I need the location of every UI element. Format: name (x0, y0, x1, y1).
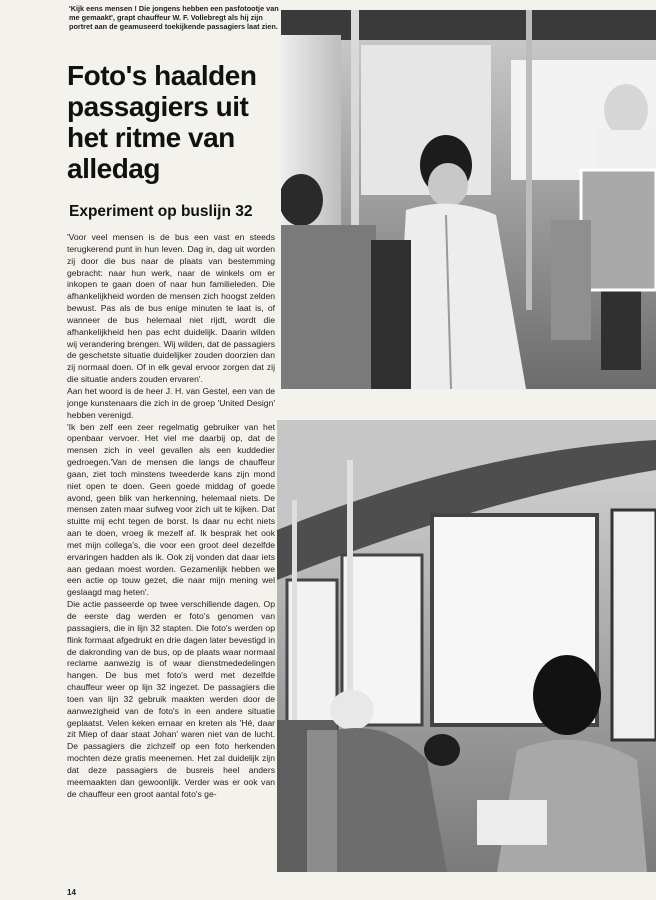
body-paragraph: 'Ik ben zelf een zeer regelmatig gebruiker van het openbaar vervoer. Het viel me daarbij op, dat de mensen zich in veel gevallen als een kuddedier gedroegen.'Van de mensen die langs de chauffeur gaan, ziet toch minstens tweederde kans zijn mond niet open te doen. Geen goede middag of goede avond, geen blik van herkenning, helemaal niets. De mensen zaten maar sufweg voor zich uit te kijken. Dat stuitte mij echt tegen de borst. Is daar nu echt niets aan te doen, vroeg ik mezelf af. Ik besprak het ook met mijn collega's, die voor een groot deel dezelfde ervaringen hadden als ik. Ook zij vonden dat daar iets aan gedaan moest worden. Gezamenlijk hebben we een actie op touw gezet, die naar mijn mening wel geslaagd mag heten'. (67, 421, 275, 598)
photo-bus-interior-passengers-image (277, 420, 656, 872)
headline: Foto's haalden passagiers uit het ritme van alledag (67, 60, 257, 184)
body-paragraph: 'Voor veel mensen is de bus een vast en steeds terugkerend punt in hun leven. Dag in, dag uit worden zij door die bus naar de plaats van bestemming gebracht: naar hun werk, naar de winkels om er inkopen te gaan doen of naar hun familieleden. Die afhankelijkheid worden de mensen zich hoogst zelden bewust. Pas als de bus enige minuten te laat is, of wanneer de bus helemaal niet rijdt, wordt die afhankelijkheid hen pas echt duidelijk. Daarin wilden wij verandering brengen. Wij wilden, dat de passagiers de geschetste situatie duidelijker zouden doorzien dan zij normaal doen. Of in elk geval ervoor zorgen dat zij die situatie anders zouden ervaren'. (67, 232, 275, 385)
article-body (67, 232, 275, 872)
page-number: 14 (67, 888, 76, 897)
photo-bus-driver-portrait-image (281, 10, 656, 389)
body-paragraph: Die actie passeerde op twee verschillende dagen. Op de eerste dag werden er foto's genomen van passagiers, die in lijn 32 stapten. Die foto's werden op flink formaat afgedrukt en drie dagen later bevestigd in de dakronding van de bus, op de plaats waar normaal reclame aanwezig is of waar dienstmededelingen hangen. De bus met foto's werd met dezelfde chauffeur weer op lijn 32 ingezet. De passagiers die toen van lijn 32 gebruik maakten werden door de aanwezigheid van de foto's in een andere situatie geplaatst. Velen keken ernaar en kreten als 'Hé, daar zit Miep of daar staat Johan' waren niet van de lucht. De passagiers die zichzelf op een foto herkenden mochten deze gratis meenemen. Het zal duidelijk zijn dat deze passagiers de busreis heel anders meemaakten dan gewoonlijk. Verder was er ook van de chauffeur een groot aantal foto's ge- (67, 599, 275, 799)
photo-caption: 'Kijk eens mensen ! Die jongens hebben een pasfotootje van me gemaakt', grapt chauffeur W. F. Vollebregt als hij zijn portret aan de geamuseerd toekijkende passagiers laat zien. (69, 4, 279, 31)
photo-bus-interior-passengers (277, 420, 656, 872)
subheading: Experiment op buslijn 32 (69, 203, 253, 220)
body-paragraph: Aan het woord is de heer J. H. van Gestel, een van de jonge kunstenaars die zich in de groep 'United Design' hebben verenigd. (67, 385, 275, 420)
photo-bus-driver-portrait (281, 10, 656, 389)
